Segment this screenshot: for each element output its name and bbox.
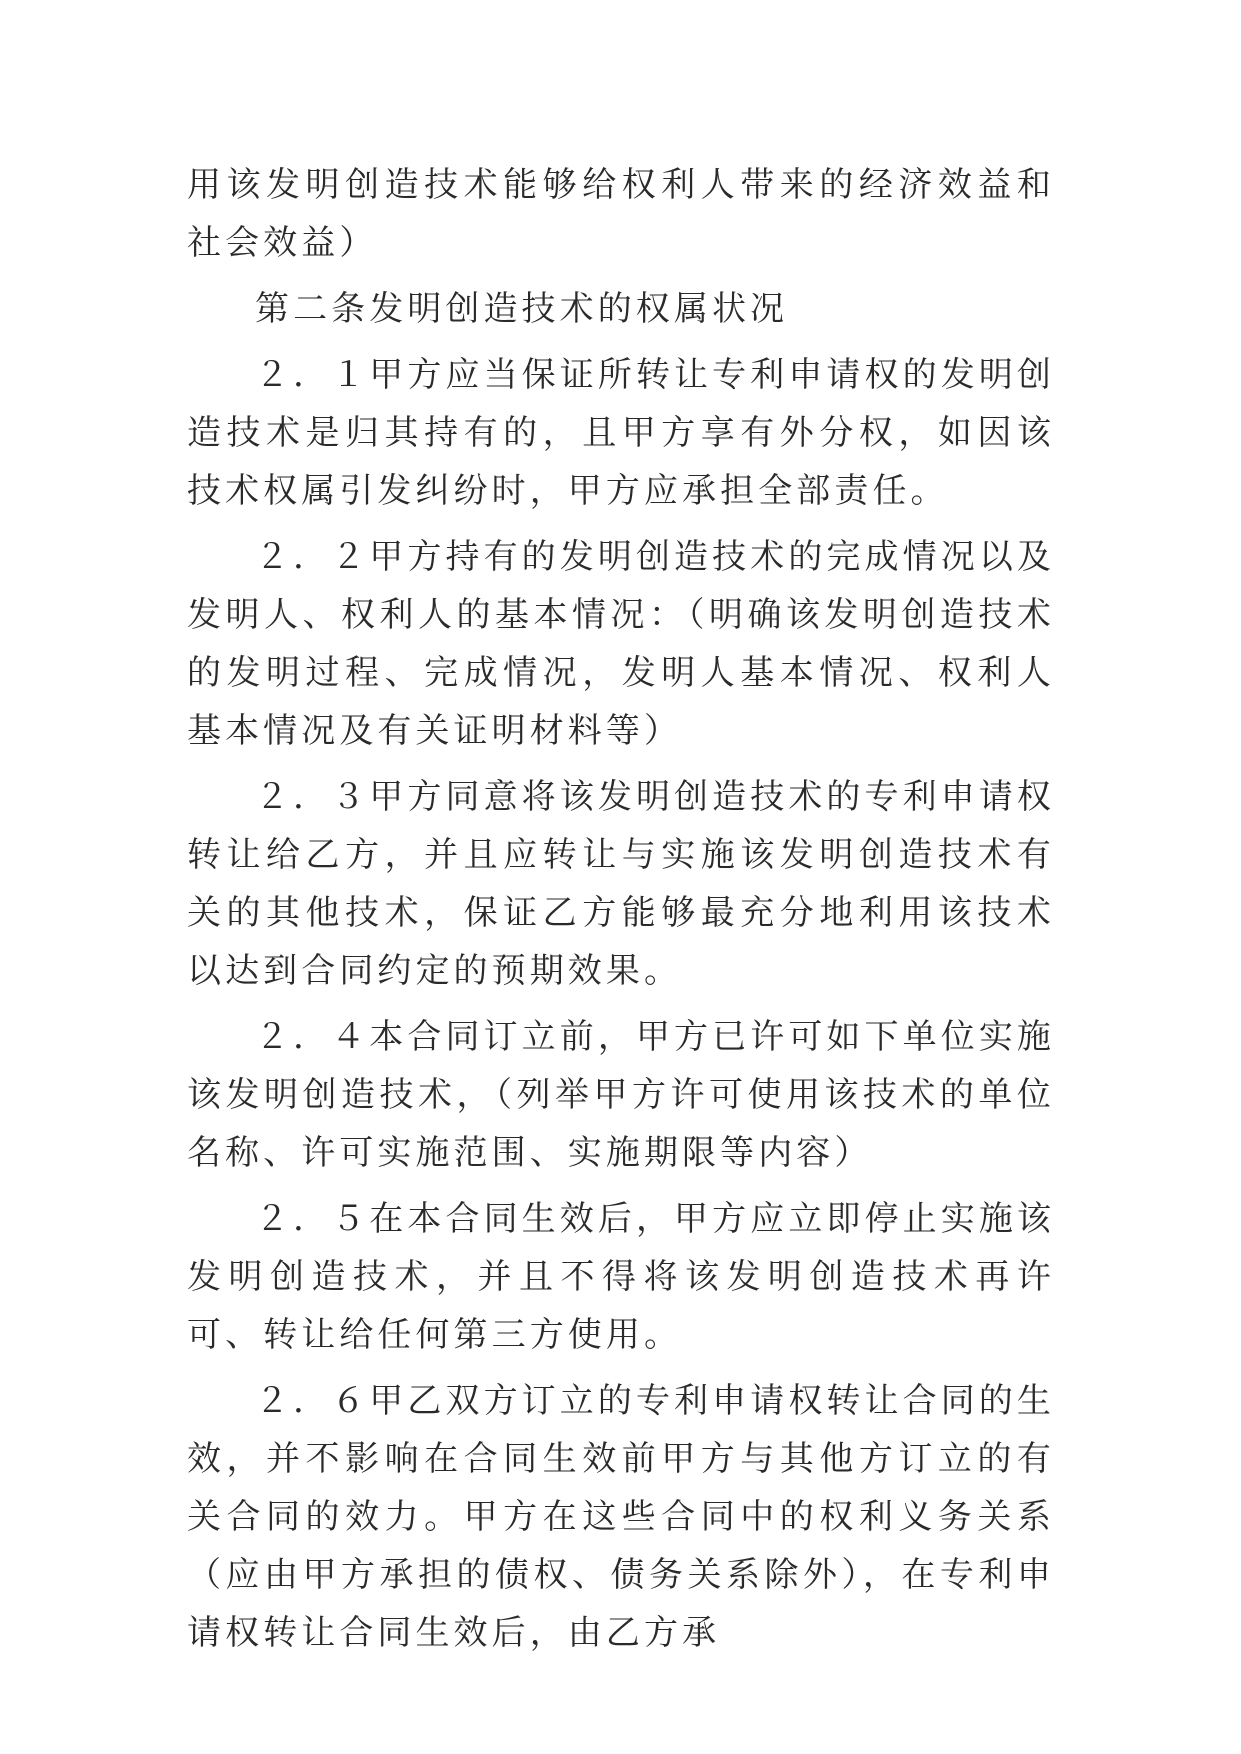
clause-2-4: ２．４本合同订立前，甲方已许可如下单位实施该发明创造技术，（列举甲方许可使用该技术的单位名称、许可实施范围、实施期限等内容） xyxy=(187,1017,1055,1173)
document-body xyxy=(187,156,1055,1662)
paragraph-spacer xyxy=(187,1182,1055,1190)
clause-2-1: ２．１甲方应当保证所转让专利申请权的发明创造技术是归其持有的，且甲方享有外分权，如因该技术权属引发纠纷时，甲方应承担全部责任。 xyxy=(187,355,1055,511)
clause-2-3: ２．３甲方同意将该发明创造技术的专利申请权转让给乙方，并且应转让与实施该发明创造技术有关的其他技术，保证乙方能够最充分地利用该技术以达到合同约定的预期效果。 xyxy=(187,777,1055,991)
clause-2-6: ２．６甲乙双方订立的专利申请权转让合同的生效，并不影响在合同生效前甲方与其他方订立的有关合同的效力。甲方在这些合同中的权利义务关系（应由甲方承担的债权、债务关系除外），在专利申请权转让合同生效后，由乙方承 xyxy=(187,1381,1055,1653)
paragraph-continuation: 用该发明创造技术能够给权利人带来的经济效益和社会效益） xyxy=(187,165,1055,263)
section-heading: 第二条发明创造技术的权属状况 xyxy=(255,289,789,329)
paragraph-spacer xyxy=(187,760,1055,768)
paragraph-spacer xyxy=(187,1000,1055,1008)
clause-2-5: ２．５在本合同生效后，甲方应立即停止实施该发明创造技术，并且不得将该发明创造技术再许可、转让给任何第三方使用。 xyxy=(187,1199,1055,1355)
paragraph-spacer xyxy=(187,272,1055,280)
paragraph-spacer xyxy=(187,520,1055,528)
paragraph-spacer xyxy=(187,1364,1055,1372)
clause-2-2: ２．２甲方持有的发明创造技术的完成情况以及发明人、权利人的基本情况：（明确该发明创造技术的发明过程、完成情况，发明人基本情况、权利人基本情况及有关证明材料等） xyxy=(187,537,1055,751)
paragraph-spacer xyxy=(187,338,1055,346)
